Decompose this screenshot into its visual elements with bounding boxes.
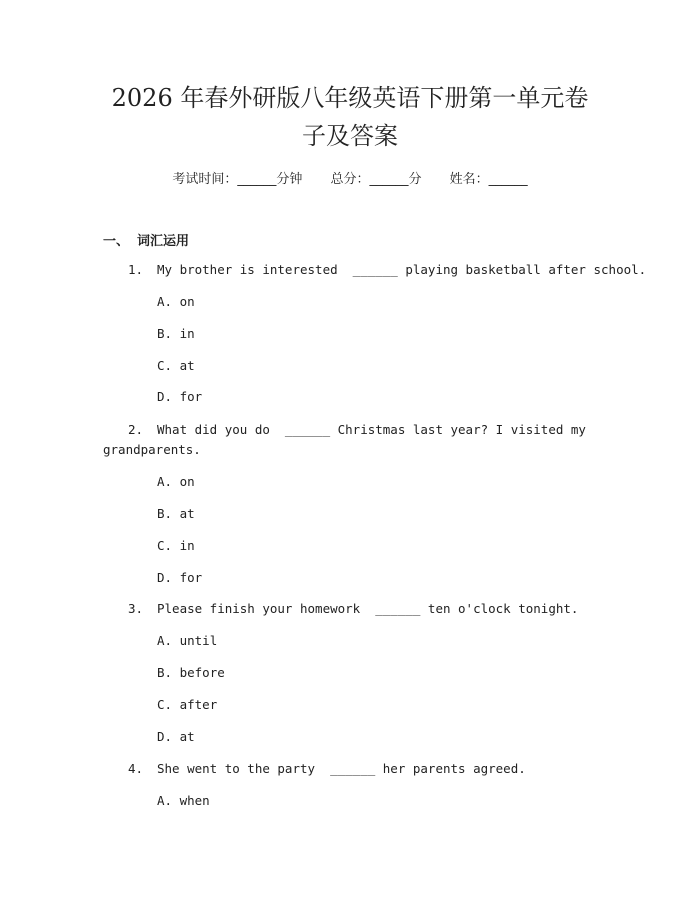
exam-total-score: 总分：______分 bbox=[330, 172, 422, 187]
option-label: B. bbox=[157, 506, 173, 521]
option-label: A. bbox=[157, 294, 173, 309]
option-text: at bbox=[179, 358, 195, 373]
option-1b bbox=[157, 325, 195, 343]
option-text: after bbox=[179, 697, 218, 712]
option-text: on bbox=[179, 474, 195, 489]
option-text: at bbox=[179, 506, 195, 521]
option-text: in bbox=[179, 538, 195, 553]
option-label: A. bbox=[157, 633, 173, 648]
question-number: 2. bbox=[128, 422, 144, 437]
question-text: What did you do ______ Christmas last year? I visited my bbox=[157, 422, 586, 437]
option-label: D. bbox=[157, 729, 173, 744]
option-label: C. bbox=[157, 358, 173, 373]
question-number: 1. bbox=[128, 262, 144, 277]
option-text: before bbox=[179, 665, 225, 680]
question-text: She went to the party ______ her parents agreed. bbox=[157, 761, 526, 776]
section-title: 词汇运用 bbox=[137, 234, 190, 249]
option-label: C. bbox=[157, 697, 173, 712]
option-label: A. bbox=[157, 793, 173, 808]
option-label: D. bbox=[157, 570, 173, 585]
option-text: when bbox=[179, 793, 210, 808]
option-1a bbox=[157, 293, 195, 311]
option-1d bbox=[157, 388, 202, 406]
option-text: until bbox=[179, 633, 218, 648]
option-2d bbox=[157, 569, 202, 587]
section-number: 一、 bbox=[103, 234, 130, 249]
question-text: My brother is interested ______ playing basketball after school. bbox=[157, 262, 647, 277]
question-text-continued: grandparents. bbox=[103, 442, 201, 457]
option-label: D. bbox=[157, 389, 173, 404]
option-label: B. bbox=[157, 326, 173, 341]
option-label: A. bbox=[157, 474, 173, 489]
option-text: in bbox=[179, 326, 195, 341]
question-number: 3. bbox=[128, 601, 144, 616]
question-number: 4. bbox=[128, 761, 144, 776]
option-label: C. bbox=[157, 538, 173, 553]
section-heading bbox=[103, 230, 189, 249]
page-title-line-1: 2026 年春外研版八年级英语下册第一单元卷 bbox=[111, 84, 589, 112]
page-title-line-2: 子及答案 bbox=[302, 122, 398, 150]
question-text: Please finish your homework ______ ten o'clock tonight. bbox=[157, 601, 579, 616]
option-label: B. bbox=[157, 665, 173, 680]
option-text: for bbox=[179, 389, 203, 404]
option-3d bbox=[157, 728, 195, 746]
option-3c bbox=[157, 696, 217, 714]
option-2c bbox=[157, 537, 195, 555]
option-text: at bbox=[179, 729, 195, 744]
exam-time: 考试时间：______分钟 bbox=[172, 172, 303, 187]
option-4a bbox=[157, 792, 210, 810]
option-3a bbox=[157, 632, 217, 650]
exam-meta bbox=[0, 168, 700, 187]
option-text: for bbox=[179, 570, 203, 585]
option-2b bbox=[157, 505, 195, 523]
option-1c bbox=[157, 357, 195, 375]
student-name: 姓名：______ bbox=[449, 172, 528, 187]
option-3b bbox=[157, 664, 225, 682]
option-2a bbox=[157, 473, 195, 491]
option-text: on bbox=[179, 294, 195, 309]
